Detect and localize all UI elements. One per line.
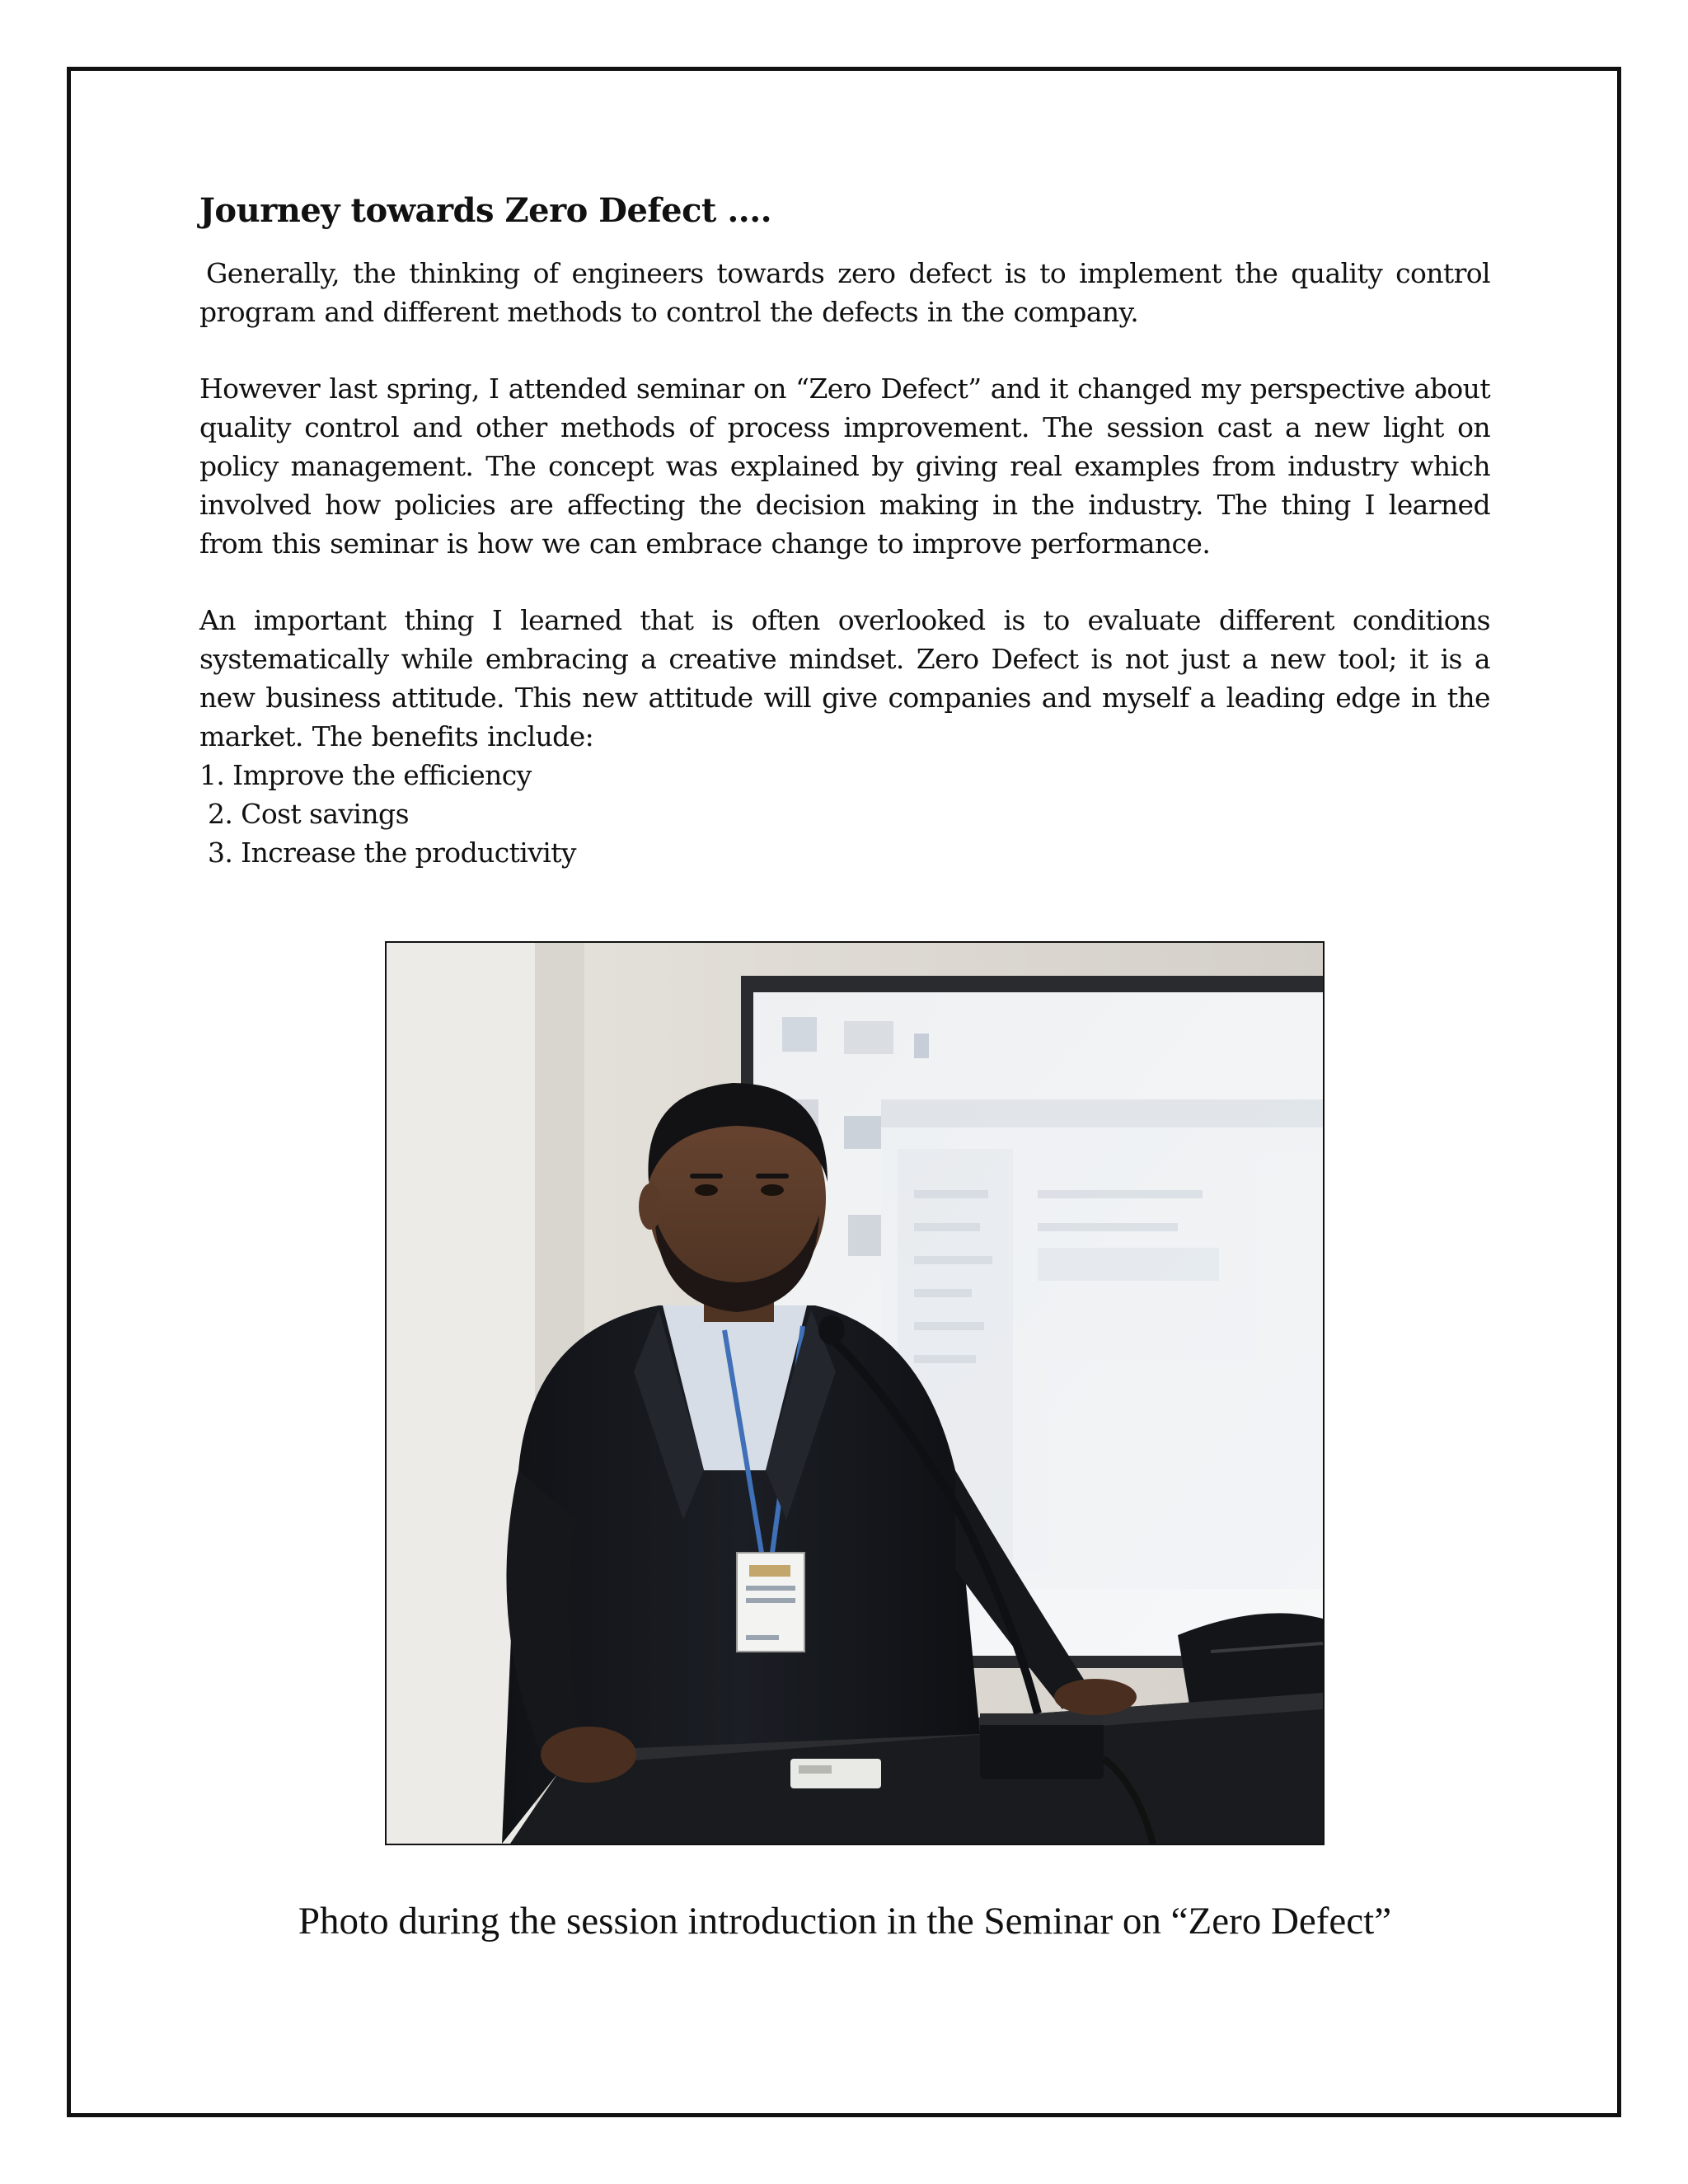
article-title: Journey towards Zero Defect ....	[199, 191, 772, 230]
benefits-list	[199, 756, 1490, 872]
paragraph-attitude: An important thing I learned that is often overlooked is to evaluate different conditions systematically while embracing a creative mindset. Zero Defect is not just a new tool; it is a new business attitude. This new attitude will give companies and myself a leading edge in the market. The benefits include:	[199, 604, 1490, 752]
paragraph-seminar: However last spring, I attended seminar on “Zero Defect” and it changed my perspective about quality control and other methods of process improvement. The session cast a new light on policy management. The concept was explained by giving real examples from industry which involved how policies are affecting the decision making in the industry. The thing I learned from this seminar is how we can embrace change to improve performance.	[199, 373, 1490, 560]
benefit-item: 3. Increase the productivity	[208, 837, 576, 869]
article	[199, 190, 1490, 872]
benefit-item: 2. Cost savings	[208, 798, 409, 830]
paragraph-intro: Generally, the thinking of engineers towards zero defect is to implement the quality control program and different methods to control the defects in the company.	[199, 257, 1490, 328]
speaker-at-podium-illustration	[387, 943, 1323, 1844]
benefit-item: 1. Improve the efficiency	[199, 759, 532, 791]
seminar-photo	[385, 941, 1325, 1845]
photo-caption: Photo during the session introduction in the Seminar on “Zero Defect”	[298, 1900, 1392, 1943]
